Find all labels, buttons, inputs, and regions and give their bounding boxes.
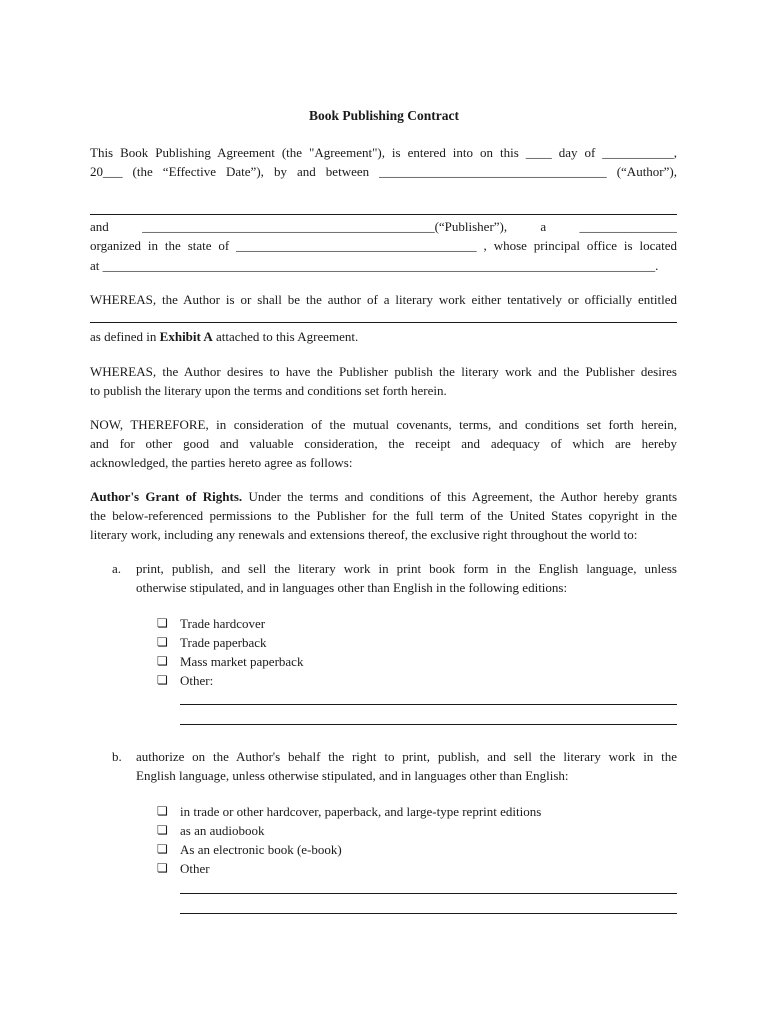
item-b-line-2: English language, unless otherwise stipulated, and in languages other than English: bbox=[136, 768, 569, 783]
option-other-b: Other bbox=[180, 861, 210, 876]
checkbox-icon[interactable]: ❏ bbox=[157, 861, 168, 875]
checkbox-icon[interactable]: ❏ bbox=[157, 673, 168, 687]
other-b-blank-2[interactable] bbox=[180, 913, 677, 914]
grant-heading: Author's Grant of Rights. bbox=[90, 489, 243, 504]
intro-line-7: at _____________________________________________________________________________________. bbox=[90, 258, 659, 273]
now-therefore-line-1: NOW, THEREFORE, in consideration of the mutual covenants, terms, and conditions set forth herein, bbox=[90, 417, 677, 432]
grant-line-1: Author's Grant of Rights. Under the terms and conditions of this Agreement, the Author hereby grants bbox=[90, 489, 677, 504]
whereas2-line-2: to publish the literary upon the terms and conditions set forth herein. bbox=[90, 383, 447, 398]
whereas2-line-1: WHEREAS, the Author desires to have the Publisher publish the literary work and the Publisher desires bbox=[90, 364, 677, 379]
checkbox-icon[interactable]: ❏ bbox=[157, 616, 168, 630]
checkbox-icon[interactable]: ❏ bbox=[157, 842, 168, 856]
option-mass-market: Mass market paperback bbox=[180, 654, 304, 669]
title-blank-line[interactable] bbox=[90, 308, 677, 323]
other-b-blank-1[interactable] bbox=[180, 893, 677, 894]
now-therefore-line-3: acknowledged, the parties hereto agree as follows: bbox=[90, 455, 353, 470]
address-blank-line[interactable] bbox=[90, 200, 677, 215]
intro-line-5: and _____________________________________________(“Publisher”), a _______________ bbox=[90, 219, 677, 234]
item-a-label: a. bbox=[112, 561, 122, 576]
other-a-blank-2[interactable] bbox=[180, 724, 677, 725]
grant-line-3: literary work, including any renewals and extensions thereof, the exclusive right throughout the world to: bbox=[90, 527, 638, 542]
grant-line-2: the below-referenced permissions to the Publisher for the full term of the United States copyright in the bbox=[90, 508, 677, 523]
intro-line-6: organized in the state of _____________________________________ , whose principal office is located bbox=[90, 238, 677, 253]
checkbox-icon[interactable]: ❏ bbox=[157, 635, 168, 649]
option-ebook: As an electronic book (e-book) bbox=[180, 842, 342, 857]
now-therefore-line-2: and for other good and valuable consideration, the receipt and adequacy of which are hereby bbox=[90, 436, 677, 451]
item-a-line-2: otherwise stipulated, and in languages other than English in the following editions: bbox=[136, 580, 568, 595]
whereas1-line-1: WHEREAS, the Author is or shall be the author of a literary work either tentatively or officially entitled bbox=[90, 292, 677, 307]
item-b-label: b. bbox=[112, 749, 122, 764]
other-a-blank-1[interactable] bbox=[180, 704, 677, 705]
option-audiobook: as an audiobook bbox=[180, 823, 265, 838]
document-title: Book Publishing Contract bbox=[308, 108, 460, 123]
checkbox-icon[interactable]: ❏ bbox=[157, 804, 168, 818]
option-trade-paperback: Trade paperback bbox=[180, 635, 267, 650]
checkbox-icon[interactable]: ❏ bbox=[157, 654, 168, 668]
item-a-line-1: print, publish, and sell the literary work in print book form in the English language, unless bbox=[136, 561, 677, 576]
intro-line-1: This Book Publishing Agreement (the "Agreement"), is entered into on this ____ day of ___________, bbox=[90, 145, 677, 160]
whereas1-line-3: as defined in Exhibit A attached to this Agreement. bbox=[90, 329, 359, 344]
intro-line-2: 20___ (the “Effective Date”), by and between ___________________________________ (“Author”), bbox=[90, 164, 677, 179]
checkbox-icon[interactable]: ❏ bbox=[157, 823, 168, 837]
option-trade-reprint: in trade or other hardcover, paperback, and large-type reprint editions bbox=[180, 804, 542, 819]
exhibit-a-ref: Exhibit A bbox=[159, 329, 213, 344]
option-trade-hardcover: Trade hardcover bbox=[180, 616, 266, 631]
item-b-line-1: authorize on the Author's behalf the right to print, publish, and sell the literary work in the bbox=[136, 749, 677, 764]
option-other-a: Other: bbox=[180, 673, 214, 688]
